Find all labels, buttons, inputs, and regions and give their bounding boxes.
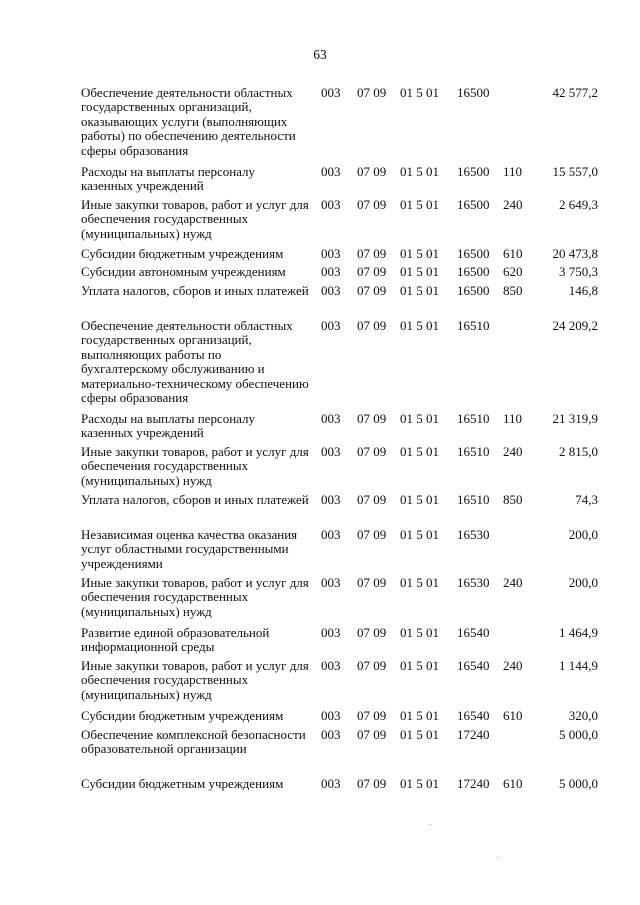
- row-name: Субсидии бюджетным учреждениям: [81, 708, 284, 723]
- row-expense-type: 240: [503, 197, 523, 212]
- row-sum: 21 319,9: [552, 411, 598, 426]
- row-admin-code: 003: [321, 527, 341, 542]
- row-sum: 5 000,0: [559, 727, 598, 742]
- row-target-code-suffix: 16540: [457, 658, 490, 673]
- row-section-code: 07 09: [357, 318, 387, 333]
- row-target-code-suffix: 16500: [457, 283, 490, 298]
- row-target-code-suffix: 16510: [457, 318, 490, 333]
- row-expense-type: 610: [503, 708, 523, 723]
- row-target-code-suffix: 17240: [457, 776, 490, 791]
- row-admin-code: 003: [321, 264, 341, 279]
- row-section-code: 07 09: [357, 444, 387, 459]
- row-target-code: 01 5 01: [400, 164, 439, 179]
- row-expense-type: 610: [503, 246, 523, 261]
- row-expense-type: 850: [503, 492, 523, 507]
- row-name: Обеспечение комплексной безопасности образовательной организации: [81, 727, 306, 757]
- row-admin-code: 003: [321, 708, 341, 723]
- row-target-code: 01 5 01: [400, 197, 439, 212]
- row-section-code: 07 09: [357, 575, 387, 590]
- row-admin-code: 003: [321, 492, 341, 507]
- row-expense-type: 110: [503, 164, 523, 179]
- row-admin-code: 003: [321, 575, 341, 590]
- row-target-code: 01 5 01: [400, 318, 439, 333]
- row-section-code: 07 09: [357, 527, 387, 542]
- row-sum: 146,8: [568, 283, 598, 298]
- row-target-code: 01 5 01: [400, 625, 439, 640]
- row-target-code: 01 5 01: [400, 727, 439, 742]
- row-name: Иные закупки товаров, работ и услуг для обеспечения государственных (муниципальных) нужд: [81, 658, 309, 702]
- row-admin-code: 003: [321, 246, 341, 261]
- row-section-code: 07 09: [357, 264, 387, 279]
- row-section-code: 07 09: [357, 727, 387, 742]
- row-name: Уплата налогов, сборов и иных платежей: [81, 492, 309, 507]
- row-admin-code: 003: [321, 85, 341, 100]
- row-name: Иные закупки товаров, работ и услуг для обеспечения государственных (муниципальных) нужд: [81, 575, 309, 619]
- row-expense-type: 110: [503, 411, 523, 426]
- row-target-code-suffix: 16500: [457, 197, 490, 212]
- row-section-code: 07 09: [357, 658, 387, 673]
- row-target-code-suffix: 16500: [457, 264, 490, 279]
- row-sum: 2 815,0: [559, 444, 598, 459]
- row-target-code-suffix: 16500: [457, 246, 490, 261]
- row-section-code: 07 09: [357, 776, 387, 791]
- row-admin-code: 003: [321, 164, 341, 179]
- row-target-code-suffix: 16500: [457, 85, 490, 100]
- row-target-code-suffix: 16510: [457, 492, 490, 507]
- row-name: Расходы на выплаты персоналу казенных учреждений: [81, 411, 256, 441]
- row-section-code: 07 09: [357, 625, 387, 640]
- row-section-code: 07 09: [357, 85, 387, 100]
- row-sum: 3 750,3: [559, 264, 598, 279]
- row-target-code-suffix: 16540: [457, 708, 490, 723]
- row-sum: 200,0: [568, 575, 598, 590]
- row-expense-type: 240: [503, 444, 523, 459]
- page-number: 63: [313, 47, 327, 62]
- row-target-code: 01 5 01: [400, 492, 439, 507]
- row-sum: 20 473,8: [552, 246, 598, 261]
- row-expense-type: 240: [503, 575, 523, 590]
- row-target-code: 01 5 01: [400, 283, 439, 298]
- row-name: Субсидии бюджетным учреждениям: [81, 246, 284, 261]
- row-name: Развитие единой образовательной информационной среды: [81, 625, 270, 655]
- row-sum: 1 144,9: [559, 658, 598, 673]
- row-expense-type: 610: [503, 776, 523, 791]
- row-section-code: 07 09: [357, 197, 387, 212]
- row-name: Независимая оценка качества оказания услуг областными государственными учреждениями: [81, 527, 298, 571]
- row-expense-type: 620: [503, 264, 523, 279]
- row-target-code: 01 5 01: [400, 575, 439, 590]
- row-target-code: 01 5 01: [400, 527, 439, 542]
- row-sum: 2 649,3: [559, 197, 598, 212]
- row-sum: 1 464,9: [559, 625, 598, 640]
- row-sum: 15 557,0: [552, 164, 598, 179]
- row-sum: 320,0: [568, 708, 598, 723]
- row-target-code-suffix: 16510: [457, 444, 490, 459]
- row-admin-code: 003: [321, 625, 341, 640]
- row-target-code: 01 5 01: [400, 658, 439, 673]
- row-name: Иные закупки товаров, работ и услуг для обеспечения государственных (муниципальных) нужд: [81, 444, 309, 488]
- row-name: Обеспечение деятельности областных государственных организаций, оказывающих услуги (выполняющих работы) по обеспечению деятельности сферы образования: [81, 85, 296, 158]
- row-target-code: 01 5 01: [400, 411, 439, 426]
- row-sum: 74,3: [575, 492, 598, 507]
- row-target-code: 01 5 01: [400, 708, 439, 723]
- row-target-code: 01 5 01: [400, 246, 439, 261]
- row-sum: 200,0: [568, 527, 598, 542]
- row-target-code-suffix: 17240: [457, 727, 490, 742]
- row-target-code: 01 5 01: [400, 85, 439, 100]
- row-name: Расходы на выплаты персоналу казенных учреждений: [81, 164, 256, 194]
- row-admin-code: 003: [321, 658, 341, 673]
- row-section-code: 07 09: [357, 411, 387, 426]
- row-target-code-suffix: 16500: [457, 164, 490, 179]
- row-admin-code: 003: [321, 776, 341, 791]
- row-target-code: 01 5 01: [400, 264, 439, 279]
- row-target-code: 01 5 01: [400, 776, 439, 791]
- row-admin-code: 003: [321, 318, 341, 333]
- row-target-code-suffix: 16510: [457, 411, 490, 426]
- row-target-code: 01 5 01: [400, 444, 439, 459]
- row-section-code: 07 09: [357, 492, 387, 507]
- row-sum: 42 577,2: [552, 85, 598, 100]
- row-section-code: 07 09: [357, 708, 387, 723]
- row-expense-type: 240: [503, 658, 523, 673]
- row-admin-code: 003: [321, 444, 341, 459]
- row-admin-code: 003: [321, 197, 341, 212]
- row-name: Иные закупки товаров, работ и услуг для обеспечения государственных (муниципальных) нужд: [81, 197, 309, 241]
- row-admin-code: 003: [321, 411, 341, 426]
- row-target-code-suffix: 16530: [457, 575, 490, 590]
- row-section-code: 07 09: [357, 164, 387, 179]
- row-name: Субсидии бюджетным учреждениям: [81, 776, 284, 791]
- scan-speck: [430, 824, 431, 825]
- row-name: Уплата налогов, сборов и иных платежей: [81, 283, 309, 298]
- row-name: Субсидии автономным учреждениям: [81, 264, 286, 279]
- row-target-code-suffix: 16540: [457, 625, 490, 640]
- scan-speck: [497, 857, 498, 858]
- row-section-code: 07 09: [357, 246, 387, 261]
- row-section-code: 07 09: [357, 283, 387, 298]
- row-name: Обеспечение деятельности областных государственных организаций, выполняющих работы по бухгалтерскому обслуживанию и материально-техническому обеспечению сферы образования: [81, 318, 309, 406]
- row-expense-type: 850: [503, 283, 523, 298]
- row-admin-code: 003: [321, 283, 341, 298]
- row-sum: 5 000,0: [559, 776, 598, 791]
- row-target-code-suffix: 16530: [457, 527, 490, 542]
- row-sum: 24 209,2: [552, 318, 598, 333]
- row-admin-code: 003: [321, 727, 341, 742]
